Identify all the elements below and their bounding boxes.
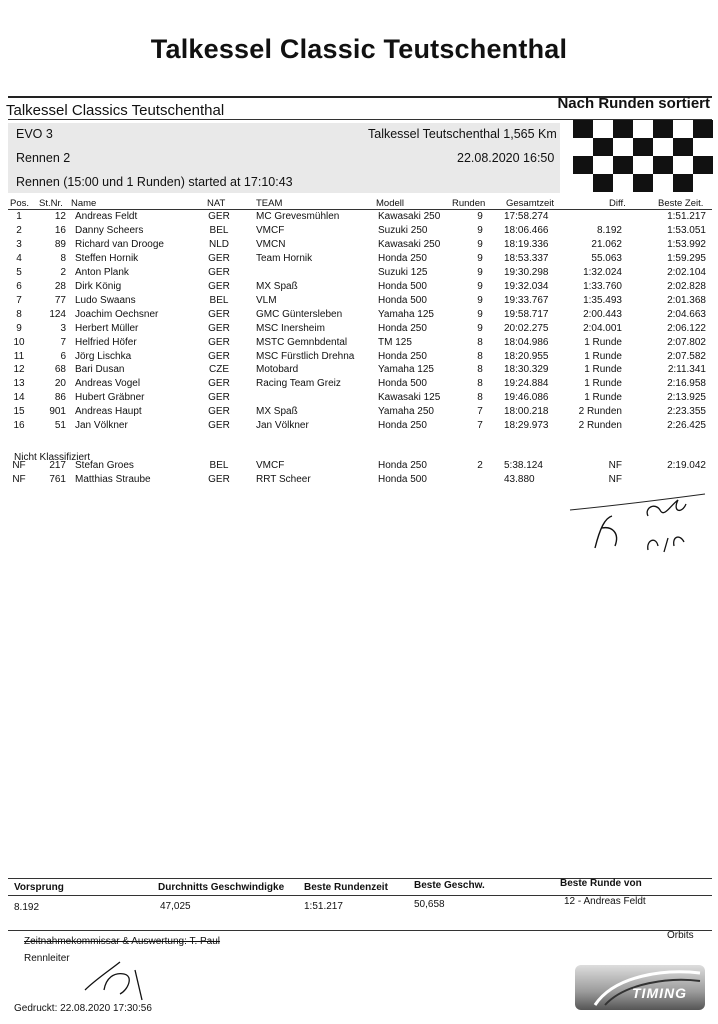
cell-total: 18:04.986 xyxy=(504,336,549,348)
cell-laps: 9 xyxy=(477,224,483,236)
cell-pos: 9 xyxy=(16,322,22,334)
cell-pos: 15 xyxy=(13,406,25,418)
cell-name: Danny Scheers xyxy=(75,224,144,236)
cell-diff: 1 Runde xyxy=(584,364,622,376)
table-row xyxy=(0,239,718,253)
cell-name: Andreas Feldt xyxy=(75,211,138,222)
cell-name: Ludo Swaans xyxy=(75,294,136,306)
cell-pos: 11 xyxy=(13,350,25,362)
race-director-signature xyxy=(80,950,170,1010)
cell-name: Jan Völkner xyxy=(75,420,128,432)
cell-diff: 1 Runde xyxy=(584,392,622,404)
best-round-value: 12 - Andreas Feldt xyxy=(564,896,646,907)
cell-diff: 2 Runden xyxy=(578,406,622,418)
table-row xyxy=(0,364,718,378)
cell-laps: 9 xyxy=(477,280,483,292)
cell-model: Kawasaki 125 xyxy=(378,392,441,404)
cell-pos: 14 xyxy=(13,392,25,404)
cell-laps: 9 xyxy=(477,266,483,278)
cell-name: Bari Dusan xyxy=(75,364,125,376)
cell-pos: 1 xyxy=(16,211,22,222)
table-row xyxy=(0,253,718,267)
checkered-flag-icon xyxy=(573,120,713,192)
cell-model: Honda 500 xyxy=(378,378,427,390)
cell-best: 1:51.217 xyxy=(667,211,706,222)
cell-diff: 2 Runden xyxy=(578,420,622,432)
cell-name: Andreas Haupt xyxy=(75,406,142,418)
best-lap-value: 1:51.217 xyxy=(304,901,343,912)
cell-laps: 7 xyxy=(477,406,483,418)
cell-diff: 1 Runde xyxy=(584,378,622,390)
table-row xyxy=(0,309,718,323)
cell-laps: 9 xyxy=(477,294,483,306)
cell-laps: 8 xyxy=(477,364,483,376)
cell-nr: 124 xyxy=(49,308,66,320)
cell-name: Herbert Müller xyxy=(75,322,139,334)
cell-nr: 8 xyxy=(60,252,66,264)
cell-pos: 4 xyxy=(16,252,22,264)
table-row xyxy=(0,392,718,406)
cell-name: Joachim Oechsner xyxy=(75,308,159,320)
cell-name: Helfried Höfer xyxy=(75,336,137,348)
cell-pos: 2 xyxy=(16,224,22,236)
table-row xyxy=(0,378,718,392)
cell-team: MSTC Gemnbdental xyxy=(256,336,348,348)
not-classified-label: Nicht Klassifiziert xyxy=(14,452,91,463)
col-best: Beste Zeit. xyxy=(658,198,704,209)
best-lap-label: Beste Rundenzeit xyxy=(304,882,388,893)
cell-laps: 8 xyxy=(477,350,483,362)
cell-best: 2:11.341 xyxy=(667,364,706,376)
cell-nat: GER xyxy=(208,266,230,278)
cell-nr: 12 xyxy=(54,211,66,222)
cell-model: Honda 250 xyxy=(378,252,427,264)
cell-nat: GER xyxy=(208,280,230,292)
cell-nat: GER xyxy=(208,420,230,432)
cell-laps: 7 xyxy=(477,420,483,432)
lead-label: Vorsprung xyxy=(14,882,64,893)
cell-nr: 89 xyxy=(54,238,66,250)
cell-laps: 2 xyxy=(477,460,483,471)
race-class: EVO 3 xyxy=(16,127,53,141)
cell-nat: GER xyxy=(208,308,230,320)
cell-team: Racing Team Greiz xyxy=(256,378,341,390)
cell-total: 19:46.086 xyxy=(504,392,549,404)
cell-best: 2:02.828 xyxy=(667,280,706,292)
cell-diff: NF xyxy=(608,460,622,471)
cell-nr: 28 xyxy=(54,280,66,292)
cell-model: TM 125 xyxy=(378,336,412,348)
signature-image xyxy=(560,488,710,578)
cell-team: MSC Fürstlich Drehna xyxy=(256,350,355,362)
cell-best: 1:53.992 xyxy=(667,238,706,250)
cell-team: MSC Inersheim xyxy=(256,322,325,334)
event-name: Talkessel Classics Teutschenthal xyxy=(6,102,225,119)
race-name: Rennen 2 xyxy=(16,151,71,165)
cell-team: MC Grevesmühlen xyxy=(256,211,340,222)
cell-best: 2:01.368 xyxy=(667,294,706,306)
cell-total: 18:06.466 xyxy=(504,224,549,236)
cell-total: 19:58.717 xyxy=(504,308,549,320)
cell-nat: NLD xyxy=(208,238,229,250)
cell-total: 18:20.955 xyxy=(504,350,549,362)
cell-team: Team Hornik xyxy=(256,252,313,264)
cell-laps: 8 xyxy=(477,336,483,348)
cell-total: 19:32.034 xyxy=(504,280,549,292)
cell-team: VMCF xyxy=(256,224,285,236)
table-row xyxy=(0,351,718,365)
cell-team: Jan Völkner xyxy=(256,420,309,432)
cell-name: Jörg Lischka xyxy=(75,350,132,362)
cell-pos: 10 xyxy=(13,336,25,348)
cell-nr: 2 xyxy=(60,266,66,278)
race-info-box xyxy=(8,123,560,193)
cell-pos: 5 xyxy=(16,266,22,278)
cell-diff: 1:32.024 xyxy=(583,266,622,278)
cell-nr: 68 xyxy=(54,364,66,376)
cell-best: 2:06.122 xyxy=(667,322,706,334)
cell-total: 18:00.218 xyxy=(504,406,549,418)
best-speed-value: 50,658 xyxy=(414,899,445,910)
cell-best: 2:04.663 xyxy=(667,308,706,320)
cell-name: Dirk König xyxy=(75,280,122,292)
cell-nat: GER xyxy=(208,336,230,348)
table-row xyxy=(0,406,718,420)
cell-nat: GER xyxy=(208,406,230,418)
cell-total: 18:30.329 xyxy=(504,364,549,376)
cell-model: Suzuki 250 xyxy=(378,224,428,236)
race-director-label: Rennleiter xyxy=(24,953,70,964)
table-row xyxy=(0,460,718,474)
cell-name: Andreas Vogel xyxy=(75,378,141,390)
cell-best: 2:07.802 xyxy=(667,336,706,348)
cell-total: 5:38.124 xyxy=(504,460,543,471)
cell-nat: GER xyxy=(208,350,230,362)
cell-pos: 3 xyxy=(16,238,22,250)
col-team: TEAM xyxy=(256,198,283,209)
cell-nat: CZE xyxy=(209,364,229,376)
cell-nat: BEL xyxy=(209,460,229,471)
cell-nr: 901 xyxy=(49,406,66,418)
cell-model: Kawasaki 250 xyxy=(378,238,441,250)
cell-model: Honda 500 xyxy=(378,294,427,306)
printed-date: Gedruckt: 22.08.2020 17:30:56 xyxy=(14,1003,152,1014)
track-name: Talkessel Teutschenthal 1,565 Km xyxy=(368,127,557,141)
cell-team: VMCF xyxy=(256,460,285,471)
cell-team: VMCN xyxy=(256,238,286,250)
cell-nr: 16 xyxy=(54,224,66,236)
cell-model: Honda 250 xyxy=(378,322,427,334)
cell-pos: 12 xyxy=(13,364,25,376)
table-row xyxy=(0,211,718,225)
cell-pos: 16 xyxy=(13,420,25,432)
commissioner: Zeitnahmekommissar & Auswertung: T. Paul xyxy=(24,936,221,947)
table-row xyxy=(0,420,718,434)
cell-team: MX Spaß xyxy=(256,406,298,418)
cell-laps: 9 xyxy=(477,308,483,320)
cell-nat: BEL xyxy=(209,294,229,306)
cell-nat: BEL xyxy=(209,224,229,236)
cell-total: 43.880 xyxy=(504,474,535,485)
cell-model: Honda 250 xyxy=(378,460,427,471)
cell-laps: 8 xyxy=(477,378,483,390)
cell-pos: 13 xyxy=(13,378,25,390)
cell-team: GMC Güntersleben xyxy=(256,308,343,320)
logo-text: TIMING xyxy=(632,985,687,1001)
orbits-timing-logo xyxy=(575,965,705,1010)
cell-name: Hubert Gräbner xyxy=(75,392,145,404)
cell-name: Steffen Hornik xyxy=(75,252,139,264)
cell-laps: 9 xyxy=(477,211,483,222)
table-row xyxy=(0,281,718,295)
cell-total: 17:58.274 xyxy=(504,211,549,222)
cell-nat: GER xyxy=(208,211,230,222)
cell-best: 2:07.582 xyxy=(667,350,706,362)
cell-name: Stefan Groes xyxy=(75,460,134,471)
cell-total: 20:02.275 xyxy=(504,322,549,334)
cell-model: Honda 250 xyxy=(378,420,427,432)
cell-team: MX Spaß xyxy=(256,280,298,292)
cell-nr: 217 xyxy=(49,460,66,471)
cell-diff: 21.062 xyxy=(591,238,622,250)
cell-model: Yamaha 125 xyxy=(378,308,434,320)
cell-total: 19:24.884 xyxy=(504,378,549,390)
cell-nr: 20 xyxy=(54,378,66,390)
table-row xyxy=(0,323,718,337)
orbits-label: Orbits xyxy=(667,930,694,941)
cell-nat: GER xyxy=(208,392,230,404)
cell-nat: GER xyxy=(208,252,230,264)
col-model: Modell xyxy=(376,198,404,209)
cell-best: 2:23.355 xyxy=(667,406,706,418)
lead-value: 8.192 xyxy=(14,902,40,913)
cell-name: Anton Plank xyxy=(75,266,129,278)
cell-pos: 8 xyxy=(16,308,22,320)
cell-team: Motobard xyxy=(256,364,299,376)
cell-best: 2:13.925 xyxy=(667,392,706,404)
cell-name: Matthias Straube xyxy=(75,474,151,485)
table-row xyxy=(0,474,718,488)
cell-model: Yamaha 250 xyxy=(378,406,434,418)
cell-model: Honda 500 xyxy=(378,474,427,485)
cell-nr: 6 xyxy=(60,350,66,362)
cell-nat: GER xyxy=(208,322,230,334)
sort-label: Nach Runden sortiert xyxy=(557,95,710,112)
col-pos: Pos. xyxy=(10,198,30,209)
page-title: Talkessel Classic Teutschenthal xyxy=(150,34,568,64)
race-start-info: Rennen (15:00 und 1 Runden) started at 17:10:43 xyxy=(16,175,293,189)
cell-best: 1:59.295 xyxy=(667,252,706,264)
cell-pos: 6 xyxy=(16,280,22,292)
avg-speed-label: Durchnitts Geschwindigke xyxy=(158,882,285,893)
col-nat: NAT xyxy=(207,198,226,209)
cell-nr: 3 xyxy=(60,322,66,334)
cell-best: 2:19.042 xyxy=(667,460,706,471)
table-row xyxy=(0,337,718,351)
cell-diff: 1:33.760 xyxy=(583,280,622,292)
cell-total: 18:19.336 xyxy=(504,238,549,250)
table-row xyxy=(0,225,718,239)
avg-speed-value: 47,025 xyxy=(160,901,191,912)
col-total: Gesamtzeit xyxy=(506,198,555,209)
cell-name: Richard van Drooge xyxy=(75,238,164,250)
cell-diff: 1 Runde xyxy=(584,350,622,362)
cell-best: 2:26.425 xyxy=(667,420,706,432)
cell-nr: 7 xyxy=(60,336,66,348)
best-round-label: Beste Runde von xyxy=(560,878,642,889)
cell-model: Honda 250 xyxy=(378,350,427,362)
cell-model: Yamaha 125 xyxy=(378,364,434,376)
cell-nat: GER xyxy=(208,474,230,485)
cell-diff: 8.192 xyxy=(596,224,622,236)
cell-best: 1:53.051 xyxy=(667,224,706,236)
cell-pos: NF xyxy=(12,474,26,485)
cell-diff: NF xyxy=(608,474,622,485)
cell-model: Suzuki 125 xyxy=(378,266,428,278)
cell-team: RRT Scheer xyxy=(256,474,311,485)
cell-pos: 7 xyxy=(16,294,22,306)
cell-total: 18:29.973 xyxy=(504,420,549,432)
cell-model: Kawasaki 250 xyxy=(378,211,441,222)
divider xyxy=(8,930,712,931)
cell-laps: 9 xyxy=(477,252,483,264)
cell-total: 19:33.767 xyxy=(504,294,549,306)
cell-laps: 9 xyxy=(477,238,483,250)
table-row xyxy=(0,267,718,281)
col-laps: Runden xyxy=(452,198,486,209)
cell-diff: 1:35.493 xyxy=(583,294,622,306)
cell-model: Honda 500 xyxy=(378,280,427,292)
divider xyxy=(8,209,712,210)
col-name: Name xyxy=(71,198,97,209)
cell-diff: 2:00.443 xyxy=(583,308,622,320)
cell-total: 18:53.337 xyxy=(504,252,549,264)
table-row xyxy=(0,295,718,309)
cell-pos: NF xyxy=(12,460,26,471)
cell-best: 2:02.104 xyxy=(667,266,706,278)
cell-nr: 761 xyxy=(49,474,66,485)
cell-team: VLM xyxy=(256,294,277,306)
cell-best: 2:16.958 xyxy=(667,378,706,390)
race-date: 22.08.2020 16:50 xyxy=(457,151,555,165)
cell-nr: 86 xyxy=(54,392,66,404)
cell-diff: 1 Runde xyxy=(584,336,622,348)
cell-nat: GER xyxy=(208,378,230,390)
cell-nr: 51 xyxy=(54,420,66,432)
cell-laps: 8 xyxy=(477,392,483,404)
col-diff: Diff. xyxy=(609,198,626,209)
cell-total: 19:30.298 xyxy=(504,266,549,278)
col-nr: St.Nr. xyxy=(39,198,63,209)
best-speed-label: Beste Geschw. xyxy=(414,880,485,891)
cell-nr: 77 xyxy=(54,294,66,306)
cell-laps: 9 xyxy=(477,322,483,334)
cell-diff: 2:04.001 xyxy=(583,322,622,334)
cell-diff: 55.063 xyxy=(591,252,622,264)
